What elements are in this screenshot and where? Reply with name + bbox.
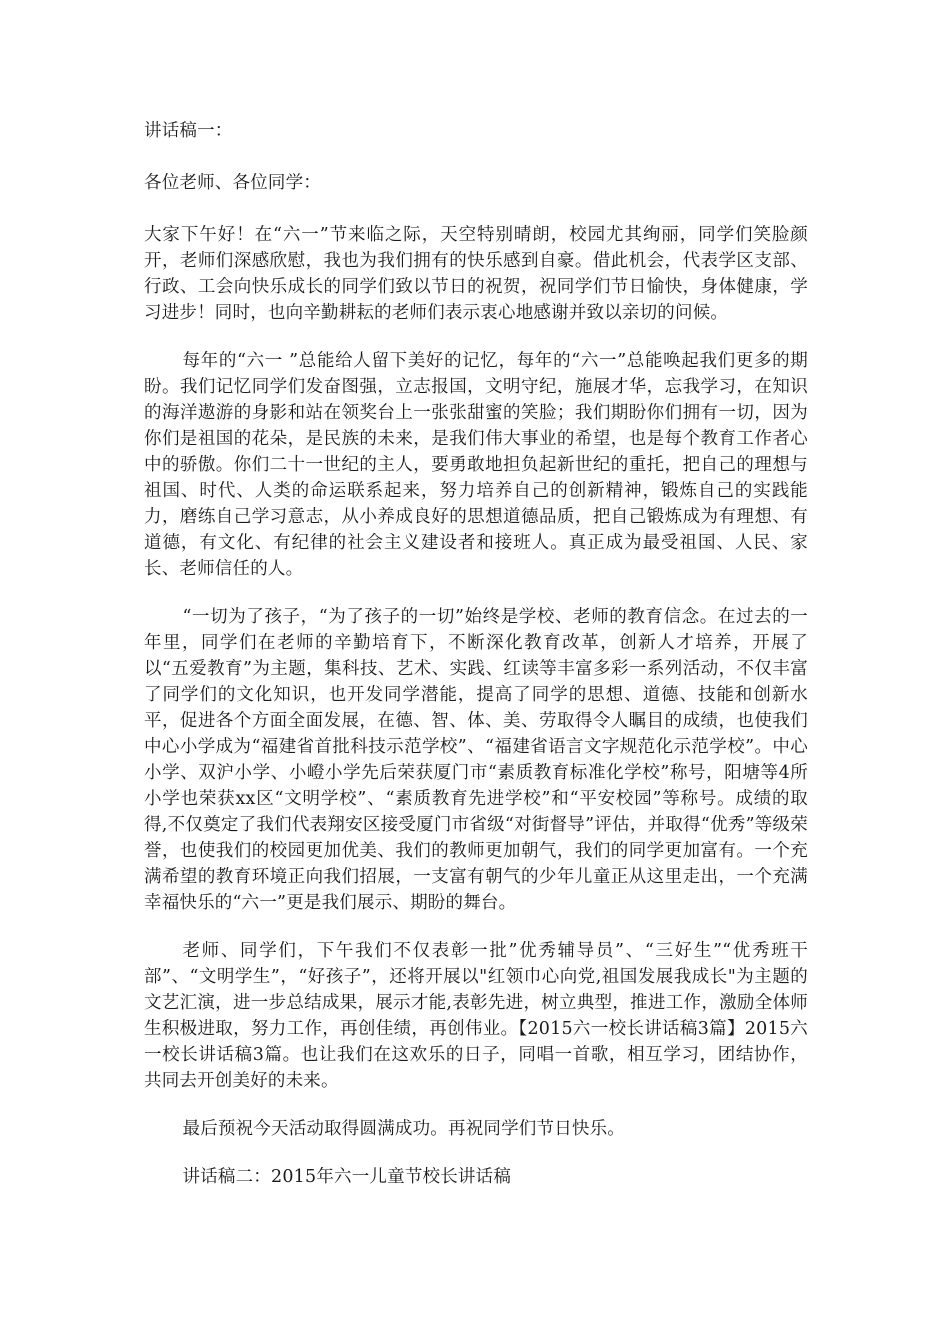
salutation: 各位老师、各位同学： bbox=[144, 173, 321, 193]
speech-one-heading: 讲话稿一： bbox=[144, 121, 233, 141]
paragraph-closing: 最后预祝今天活动取得圆满成功。再祝同学们节日快乐。 bbox=[182, 1119, 625, 1139]
speech-two-heading: 讲话稿二：2015年六一儿童节校长讲话稿 bbox=[182, 1167, 512, 1187]
document-body bbox=[144, 118, 808, 1190]
paragraph-memories: 每年的“六一 ”总能给人留下美好的记忆，每年的“六一”总能唤起我们更多的期盼。我们记忆同学们发奋图强，立志报国，文明守纪，施展才华，忘我学习，在知识的海洋遨游的身影和站在领奖台上一张张甜蜜的笑脸；我们期盼你们拥有一切，因为你们是祖国的花朵，是民族的未来，是我们伟大事业的希望，也是每个教育工作者心中的骄傲。你们二十一世纪的主人，要勇敢地担负起新世纪的重托，把自己的理想与祖国、时代、人类的命运联系起来，努力培养自己的创新精神，锻炼自己的实践能力，磨练自己学习意志，从小养成良好的思想道德品质，把自己锻炼成为有理想、有道德，有文化、有纪律的社会主义建设者和接班人。真正成为最受祖国、人民、家长、老师信任的人。 bbox=[144, 351, 808, 579]
paragraph-achievements: “一切为了孩子，“为了孩子的一切”始终是学校、老师的教育信念。在过去的一年里，同学们在老师的辛勤培育下，不断深化教育改革，创新人才培养，开展了以“五爱教育”为主题，集科技、艺术、实践、红读等丰富多彩一系列活动，不仅丰富了同学们的文化知识，也开发同学潜能，提高了同学的思想、道德、技能和创新水平，促进各个方面全面发展，在德、智、体、美、劳取得令人瞩目的成绩，也使我们中心小学成为“福建省首批科技示范学校”、“福建省语言文字规范化示范学校”。中心小学、双沪小学、小嶝小学先后荣获厦门市“素质教育标准化学校”称号，阳塘等4所小学也荣获xx区“文明学校”、“素质教育先进学校”和“平安校园”等称号。成绩的取得,不仅奠定了我们代表翔安区接受厦门市省级“对街督导”评估，并取得“优秀”等级荣誉，也使我们的校园更加优美、我们的教师更加朝气，我们的同学更加富有。一个充满希望的教育环境正向我们招展，一支富有朝气的少年儿童正从这里走出，一个充满幸福快乐的“六一”更是我们展示、期盼的舞台。 bbox=[144, 607, 808, 913]
paragraph-greeting: 大家下午好！在“六一”节来临之际，天空特别晴朗，校园尤其绚丽，同学们笑脸颜开，老师们深感欣慰，我也为我们拥有的快乐感到自豪。借此机会，代表学区支部、行政、工会向快乐成长的同学们致以节日的祝贺，祝同学们节日愉快，身体健康，学习进步！同时，也向辛勤耕耘的老师们表示衷心地感谢并致以亲切的问候。 bbox=[144, 225, 808, 323]
paragraph-awards: 老师、同学们，下午我们不仅表彰一批”优秀辅导员”、“三好生”“优秀班干部”、“文明学生”，“好孩子”，还将开展以"红领巾心向党,祖国发展我成长"为主题的文艺汇演，进一步总结成果，展示才能,表彰先进，树立典型，推进工作，激励全体师生积极进取，努力工作，再创佳绩，再创伟业。【2015六一校长讲话稿3篇】2015六一校长讲话稿3篇。也让我们在这欢乐的日子，同唱一首歌，相互学习，团结协作，共同去开创美好的未来。 bbox=[144, 941, 808, 1091]
